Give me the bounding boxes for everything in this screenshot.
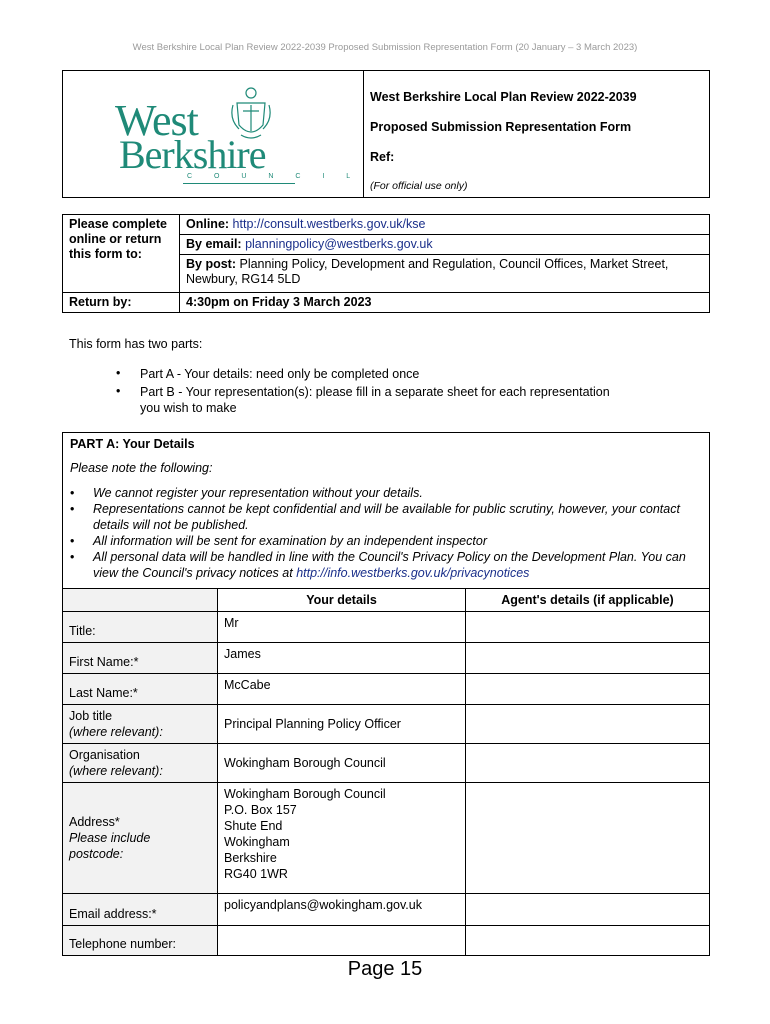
first-name-field[interactable]: James xyxy=(218,643,466,674)
header-blank xyxy=(63,589,218,612)
part-a-title: PART A: Your Details xyxy=(70,437,195,451)
ref-label: Ref: xyxy=(370,150,395,164)
agent-title-field[interactable] xyxy=(466,612,710,643)
job-title-field[interactable]: Principal Planning Policy Officer xyxy=(218,705,466,744)
last-name-field[interactable]: McCabe xyxy=(218,674,466,705)
complete-label: Please complete online or return this form to: xyxy=(63,215,180,293)
email-address-field[interactable]: policyandplans@wokingham.gov.uk xyxy=(218,894,466,926)
list-item: • Representations cannot be kept confidential and will be available for public scrutiny, however, your contact details will not be published. xyxy=(70,502,680,532)
form-info xyxy=(370,71,709,197)
email-label: By email: xyxy=(186,237,242,251)
intro-text: This form has two parts: xyxy=(69,337,203,351)
form-heading-box xyxy=(62,70,710,198)
council-logo xyxy=(63,71,364,197)
list-item: • All personal data will be handled in line with the Council's Privacy Policy on the Development Plan. You can view the Council's privacy notices at http://info.westberks.gov.uk/privacynotices xyxy=(70,550,686,580)
job-title-label: Job title (where relevant): xyxy=(63,705,218,744)
last-name-label: Last Name:* xyxy=(63,674,218,705)
list-item: • We cannot register your representation without your details. xyxy=(70,486,423,500)
privacy-link[interactable]: http://info.westberks.gov.uk/privacynotices xyxy=(296,566,530,580)
part-a-note: Please note the following: xyxy=(70,461,213,475)
agent-email-field[interactable] xyxy=(466,894,710,926)
post-label: By post: xyxy=(186,257,236,271)
col-your-details: Your details xyxy=(218,589,466,612)
list-item: • All information will be sent for examination by an independent inspector xyxy=(70,534,487,548)
online-link[interactable]: http://consult.westberks.gov.uk/kse xyxy=(232,217,426,231)
submission-table xyxy=(62,214,710,313)
agent-job-title-field[interactable] xyxy=(466,705,710,744)
details-table xyxy=(62,588,710,956)
agent-address-field[interactable] xyxy=(466,783,710,894)
agent-organisation-field[interactable] xyxy=(466,744,710,783)
agent-last-name-field[interactable] xyxy=(466,674,710,705)
email-link[interactable]: planningpolicy@westberks.gov.uk xyxy=(245,237,433,251)
col-agent-details: Agent's details (if applicable) xyxy=(466,589,710,612)
part-a-box xyxy=(62,432,710,592)
logo-divider xyxy=(183,183,295,184)
address-label: Address* Please include postcode: xyxy=(63,783,218,894)
logo-text-council: C O U N C I L xyxy=(187,173,361,180)
page-number: Page 15 xyxy=(347,958,423,980)
intro-bullet-part-b: Part B - Your representation(s): please fill in a separate sheet for each representation xyxy=(140,385,610,399)
post-row xyxy=(180,255,710,293)
form-title: West Berkshire Local Plan Review 2022-2039 xyxy=(370,90,637,104)
bullet-icon: • xyxy=(116,366,121,380)
agent-telephone-field[interactable] xyxy=(466,926,710,956)
intro-bullet-part-a: Part A - Your details: need only be completed once xyxy=(140,367,420,381)
online-label: Online: xyxy=(186,217,230,231)
logo-text-berkshire: Berkshire xyxy=(119,132,266,177)
part-a-list xyxy=(63,485,693,581)
address-field[interactable]: Wokingham Borough Council P.O. Box 157 Shute End Wokingham Berkshire RG40 1WR xyxy=(218,783,466,894)
return-value: 4:30pm on Friday 3 March 2023 xyxy=(180,293,710,313)
post-address: Planning Policy, Development and Regulation, Council Offices, Market Street, Newbury, RG14 5LD xyxy=(186,257,669,286)
logo-text-west: West xyxy=(115,96,198,145)
bullet-icon: • xyxy=(116,384,121,398)
email-row xyxy=(180,235,710,255)
organisation-label: Organisation (where relevant): xyxy=(63,744,218,783)
title-field[interactable]: Mr xyxy=(218,612,466,643)
form-subtitle: Proposed Submission Representation Form xyxy=(370,120,632,134)
title-label: Title: xyxy=(63,612,218,643)
official-use-note: (For official use only) xyxy=(370,180,468,192)
return-label: Return by: xyxy=(63,293,180,313)
email-address-label: Email address:* xyxy=(63,894,218,926)
first-name-label: First Name:* xyxy=(63,643,218,674)
telephone-label: Telephone number: xyxy=(63,926,218,956)
agent-first-name-field[interactable] xyxy=(466,643,710,674)
telephone-field[interactable] xyxy=(218,926,466,956)
online-row xyxy=(180,215,710,235)
intro-bullet-part-b-cont: you wish to make xyxy=(140,401,237,415)
page-header: West Berkshire Local Plan Review 2022-2039 Proposed Submission Representation Form (20 January – 3 March 2023) xyxy=(132,42,638,53)
organisation-field[interactable]: Wokingham Borough Council xyxy=(218,744,466,783)
